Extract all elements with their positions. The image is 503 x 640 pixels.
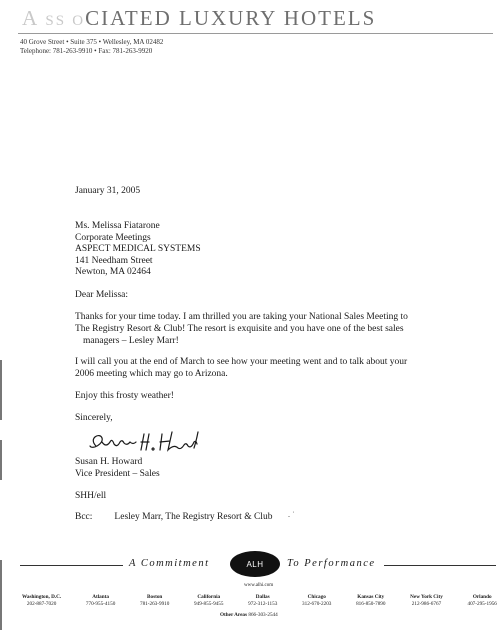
other-areas-label: Other Areas [220, 612, 248, 618]
alh-logo: ALH [230, 551, 280, 577]
stray-marks: . ˙ [288, 510, 295, 519]
scan-edge-mark [0, 440, 2, 480]
office-phone: 312-670-2203 [302, 601, 332, 607]
company-brand [22, 6, 376, 31]
recipient-line: ASPECT MEDICAL SYSTEMS [75, 244, 201, 254]
signer-block [75, 456, 160, 480]
footer-rule-left [20, 565, 123, 566]
signer-name: Susan H. Howard [75, 457, 143, 467]
salutation: Dear Melissa: [75, 290, 129, 300]
website: www.alhi.com [244, 583, 274, 588]
office-phone: 781-263-9910 [139, 601, 170, 607]
typist-initials: SHH/ell [75, 491, 107, 501]
company-address: 40 Grove Street • Suite 375 • Wellesley, MA 02482 [20, 38, 164, 46]
office-item [140, 594, 169, 608]
paragraph-2 [75, 356, 407, 380]
bcc-line [75, 511, 272, 523]
commitment-text-right: To Performance [287, 558, 376, 569]
office-city: New York City [410, 594, 443, 600]
office-list [22, 594, 497, 608]
company-phone: Telephone: 781-263-9910 • Fax: 781-263-9920 [20, 47, 153, 55]
office-item [356, 594, 385, 608]
brand-faded-part: A ss o [22, 6, 86, 30]
office-item [410, 594, 443, 608]
paragraph-line: Thanks for your time today. I am thrilled you are taking your National Sales Meeting to [75, 312, 408, 322]
office-city: Washington, D.C. [22, 594, 62, 600]
office-phone: 949-855-9455 [194, 601, 224, 607]
office-city: Atlanta [92, 594, 109, 600]
handwritten-signature [86, 428, 206, 454]
closing: Sincerely, [75, 413, 113, 423]
paragraph-1 [75, 311, 408, 347]
recipient-line: 141 Needham Street [75, 255, 153, 266]
paragraph-3: Enjoy this frosty weather! [75, 391, 174, 401]
scan-edge-mark [0, 360, 2, 420]
other-areas [220, 612, 278, 618]
paragraph-line: I will call you at the end of March to see how your meeting went and to talk about your [75, 357, 408, 367]
office-city: Chicago [307, 594, 326, 600]
office-city: California [197, 594, 221, 600]
bcc-label: Bcc: [75, 512, 93, 522]
office-item [22, 594, 61, 608]
letter-date: January 31, 2005 [75, 186, 141, 196]
office-item [302, 594, 331, 608]
office-item [86, 594, 115, 608]
office-phone: 212-986-6767 [411, 601, 442, 607]
office-phone: 816-850-7890 [356, 601, 386, 607]
office-phone: 972-312-1153 [248, 601, 278, 607]
office-phone: 407-295-1956 [467, 601, 497, 607]
paragraph-line: 2006 meeting which may go to Arizona. [75, 369, 228, 379]
office-city: Orlando [472, 594, 492, 600]
bcc-value: Lesley Marr, The Registry Resort & Club [114, 512, 273, 522]
footer-rule-right [384, 565, 496, 566]
scan-edge-mark [0, 560, 2, 630]
other-areas-phone: 866-303-2544 [248, 612, 278, 618]
office-city: Boston [147, 594, 163, 600]
brand-name: CIATED LUXURY HOTELS [85, 6, 377, 30]
recipient-line: Corporate Meetings [75, 232, 151, 243]
office-item [467, 594, 496, 608]
recipient-line: Newton, MA 02464 [75, 267, 151, 277]
recipient-block [75, 221, 201, 279]
paragraph-line: managers – Lesley Marr! [83, 336, 179, 346]
recipient-line: Ms. Melissa Fiatarone [75, 221, 160, 231]
office-city: Dallas [255, 594, 270, 600]
signer-title: Vice President – Sales [75, 469, 160, 479]
paragraph-line: The Registry Resort & Club! The resort is exquisite and you have one of the best sales [75, 324, 404, 334]
office-phone: 770-955-4150 [85, 601, 116, 607]
office-phone: 202-887-7020 [26, 601, 57, 607]
header-divider [18, 33, 493, 34]
office-city: Kansas City [357, 594, 385, 600]
commitment-text-left: A Commitment [129, 558, 210, 569]
office-item [194, 594, 223, 608]
office-item [248, 594, 277, 608]
